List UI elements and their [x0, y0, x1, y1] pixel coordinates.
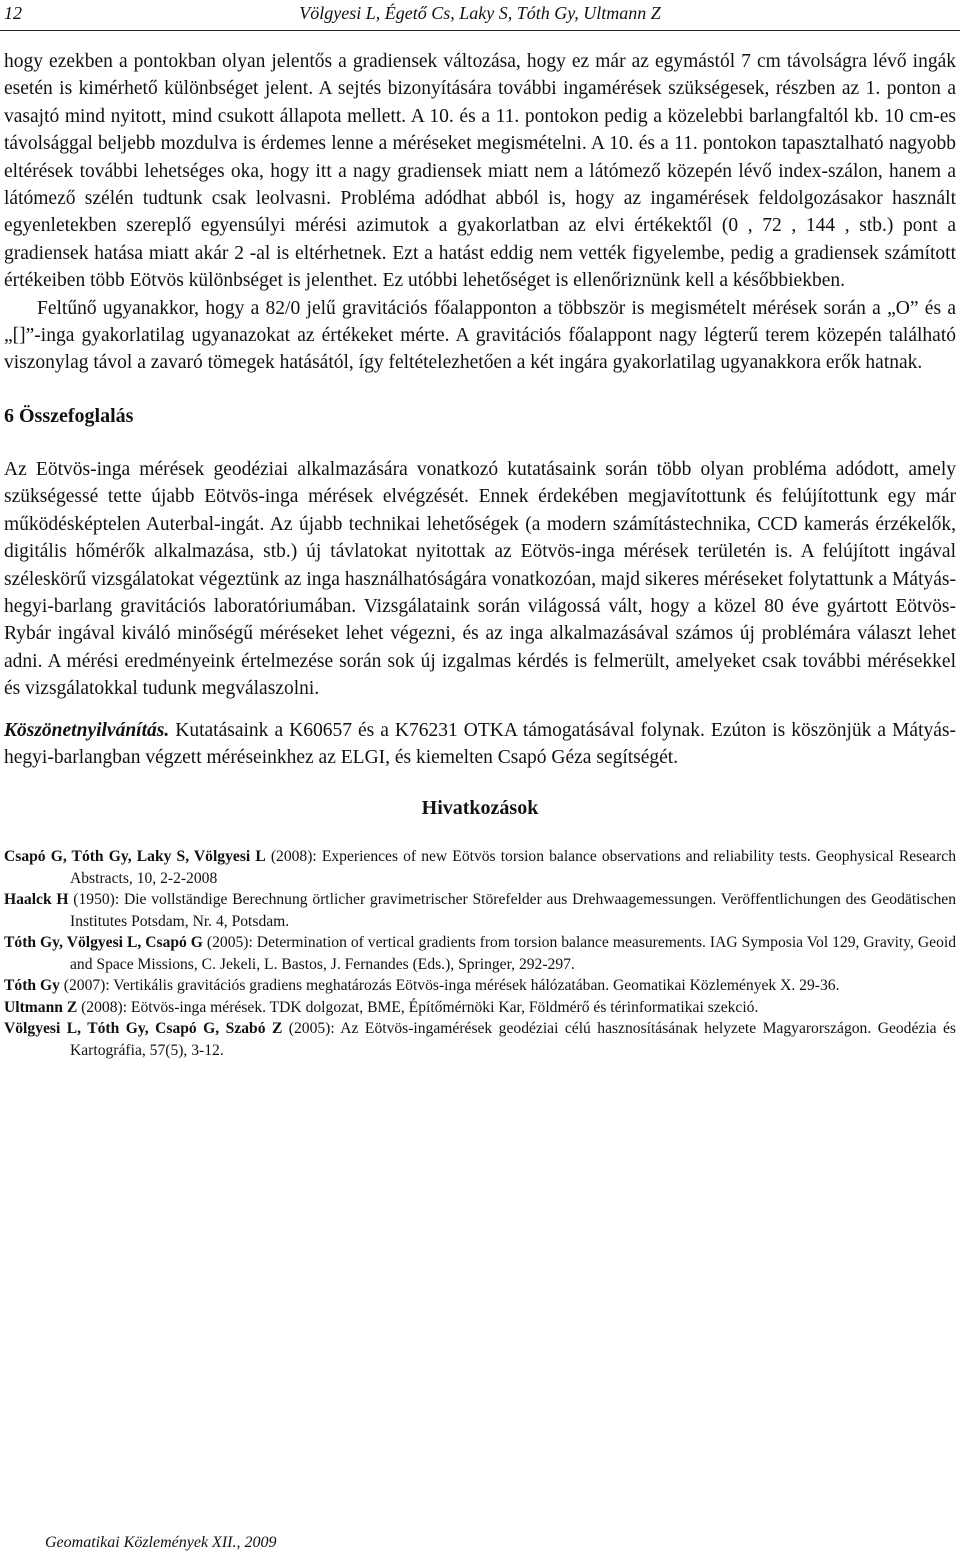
reference-text: (2008): Experiences of new Eötvös torsion balance observations and reliability tests. Geophysical Research Abstracts, 10, 2-2-2008 — [70, 848, 957, 887]
body-paragraph-2: Feltűnő ugyanakkor, hogy a 82/0 jelű gravitációs főalapponton a többször is megismételt mérések során a „O” és a „[]”-inga gyakorlatilag ugyanazokat az értékeket mérte. A gravitációs főalappont nagy légterű terem közepén található viszonylag távol a zavaró tömegek hatásától, így feltételezhetően a két ingára gyakorlatilag ugyanakkora erők hatnak. — [4, 297, 956, 374]
reference-authors: Haalck H — [4, 891, 69, 909]
acknowledgement-label: Köszönetnyilvánítás. — [4, 719, 170, 741]
reference-item — [4, 846, 956, 889]
page-footer: Geomatikai Közlemények XII., 2009 — [45, 1534, 277, 1551]
reference-authors: Völgyesi L, Tóth Gy, Csapó G, Szabó Z — [4, 1020, 283, 1038]
reference-authors: Tóth Gy, Völgyesi L, Csapó G — [4, 934, 203, 952]
reference-item — [4, 997, 956, 1019]
reference-text: (2008): Eötvös-inga mérések. TDK dolgozat, BME, Építőmérnöki Kar, Földmérő és térinformatikai szekció. — [77, 998, 759, 1016]
reference-item — [4, 889, 956, 932]
reference-authors: Tóth Gy — [4, 977, 60, 995]
reference-authors: Ultmann Z — [4, 998, 78, 1016]
page-number: 12 — [4, 3, 22, 23]
summary-paragraph: Az Eötvös-inga mérések geodéziai alkalmazására vonatkozó kutatásaink során több olyan probléma adódott, amely szükségessé tette újabb Eötvös-inga mérések elvégzését. Ennek érdekében megjavítottunk és felújítottunk egy már működésképtelen Auterbal-ingát. Az újabb technikai lehetőségek (a modern számítástechnika, CCD kamerás érzékelők, digitális hőmérők alkalmazása, stb.) új távlatokat nyitottak az Eötvös-inga mérések területén is. A felújított ingával széleskörű vizsgálatokat végeztünk az inga használhatóságára vonatkozóan, majd sikeres méréseket folytattunk a Mátyás-hegyi-barlang gravitációs laboratóriumában. Vizsgálataink során világossá vált, hogy a közel 80 éve gyártott Eötvös-Rybár ingával kiváló minőségű méréseket lehet végezni, és az inga alkalmazásával számos új problémára választ lehet adni. A mérési eredményeink értelmezése során sok új izgalmas kérdés is felmerült, amelyeket csak további mérésekkel és vizsgálatokkal tudunk megválaszolni. — [4, 458, 956, 700]
reference-text: (1950): Die vollständige Berechnung örtlicher gravimetrischer Störefelder aus Drehwaagemessungen. Veröffentlichungen des Geodätischen Institutes Potsdam, Nr. 4, Potsdam. — [68, 891, 956, 930]
body-paragraph-1: hogy ezekben a pontokban olyan jelentős a gradiensek változása, hogy ez már az egymástól 7 cm távolságra lévő ingák esetén is kimérhető különbséget jelent. A sejtés bizonyítására további ingamérések szükségesek, részben az 1. ponton a vasajtó mind nyitott, mind csukott állapota mellett. A 10. és a 11. pontokon pedig a közelebbi barlangfaltól kb. 10 cm-es távolsággal beljebb mozdulva is érdemes lenne a méréseket megismételni. A 10. és a 11. pontokon tapasztalható nagyobb eltérések további lehetséges oka, hogy itt a nagy gradiensek miatt nem a látómező közepén lévő index-szálon, hanem a látómező szélén tudtunk csak leolvasni. Probléma adódhat abból is, hogy az ingamérések feldolgozásakor használt egyenletekben szereplő egyensúlyi mérési azimutok a gyakorlatban az elvi értékektől (0 , 72 , 144 , stb.) pont a gradiensek hatása miatt akár 2 -al is eltérhetnek. Ezt a hatást eddig nem vették figyelembe, pedig a gradiensek számított értékeiben több Eötvös különbséget is jelenthet. Ez utóbbi lehetőséget is ellenőriznünk kell a későbbiekben. — [4, 51, 956, 292]
main-content — [4, 48, 956, 1061]
acknowledgement-paragraph — [4, 717, 956, 772]
reference-item — [4, 1018, 956, 1061]
reference-item — [4, 975, 956, 997]
running-head: Völgyesi L, Égető Cs, Laky S, Tóth Gy, Ultmann Z — [299, 3, 661, 23]
acknowledgement-text: Kutatásaink a K60657 és a K76231 OTKA támogatásával folynak. Ezúton is köszönjük a Mátyás-hegyi-barlangban végzett méréseinkhez az ELGI, és kiemelten Csapó Géza segítségét. — [4, 719, 956, 768]
page-header — [0, 0, 960, 31]
section-heading: 6 Összefoglalás — [4, 404, 134, 427]
reference-text: (2005): Determination of vertical gradients from torsion balance measurements. IAG Symposia Vol 129, Gravity, Geoid and Space Missions, C. Jekeli, L. Bastos, J. Fernandes (Eds.), Springer, 292-297. — [70, 934, 956, 973]
reference-authors: Csapó G, Tóth Gy, Laky S, Völgyesi L — [4, 848, 266, 866]
references-title: Hivatkozások — [421, 797, 539, 820]
reference-text: (2005): Az Eötvös-ingamérések geodéziai célú hasznosításának helyzete Magyarországon. Geodézia és Kartográfia, 57(5), 3-12. — [70, 1020, 957, 1059]
reference-item — [4, 932, 956, 975]
reference-text: (2007): Vertikális gravitációs gradiens meghatározás Eötvös-inga mérések hálózatában. Geomatikai Közlemények X. 29-36. — [59, 977, 840, 995]
references-list — [4, 846, 956, 1061]
